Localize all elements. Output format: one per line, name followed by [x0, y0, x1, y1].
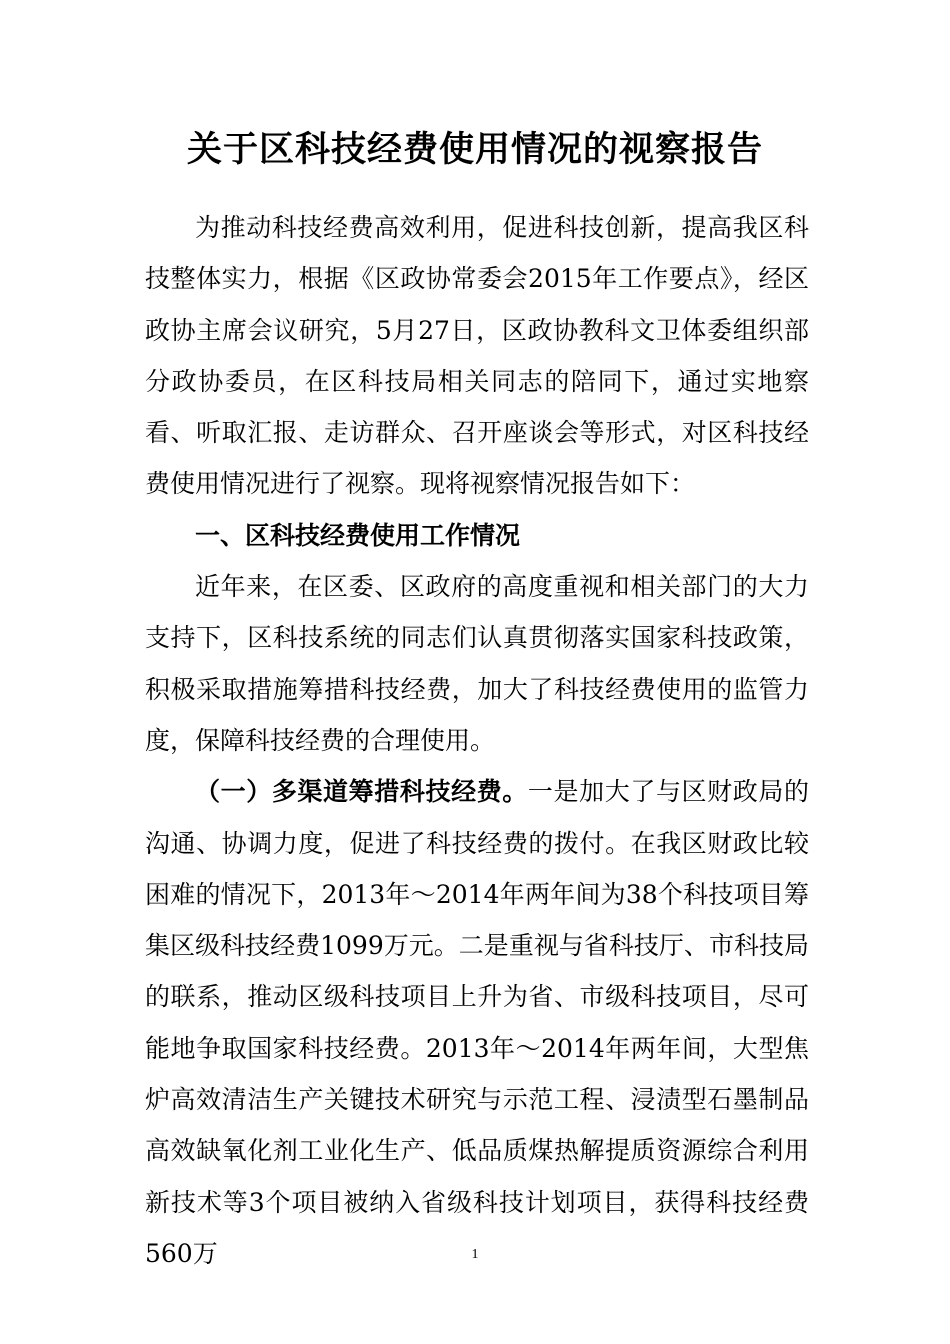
subsection-heading: （一）多渠道筹措科技经费。 — [195, 777, 528, 807]
page-number: 1 — [471, 1247, 479, 1262]
document-title: 关于区科技经费使用情况的视察报告 — [186, 129, 763, 170]
subsection-text: 一是加大了与区财政局的沟通、协调力度，促进了科技经费的拨付。在我区财政比较困难的情况下，2013年～2014年两年间为38个科技项目筹集区级科技经费1099万元。二是重视与省科技厅、市科技局的联系，推动区级科技项目上升为省、市级科技项目，尽可能地争取国家科技经费。2013年～2014年两年间，大型焦炉高效清洁生产关键技术研究与示范工程、浸渍型石墨制品高效缺氧化剂工业化生产、低品质煤热解提质资源综合利用新技术等3个项目被纳入省级科技计划项目，获得科技经费560万 — [145, 777, 809, 1268]
subsection-paragraph — [145, 766, 809, 1279]
document-body — [145, 202, 809, 1279]
intro-paragraph: 为推动科技经费高效利用，促进科技创新，提高我区科技整体实力，根据《区政协常委会2015年工作要点》，经区政协主席会议研究，5月27日，区政协教科文卫体委组织部分政协委员，在区科技局相关同志的陪同下，通过实地察看、听取汇报、走访群众、召开座谈会等形式，对区科技经费使用情况进行了视察。现将视察情况报告如下： — [145, 213, 809, 499]
section-paragraph: 近年来，在区委、区政府的高度重视和相关部门的大力支持下，区科技系统的同志们认真贯彻落实国家科技政策，积极采取措施筹措科技经费，加大了科技经费使用的监管力度，保障科技经费的合理使用。 — [145, 572, 809, 755]
section-heading: 一、区科技经费使用工作情况 — [195, 520, 521, 550]
